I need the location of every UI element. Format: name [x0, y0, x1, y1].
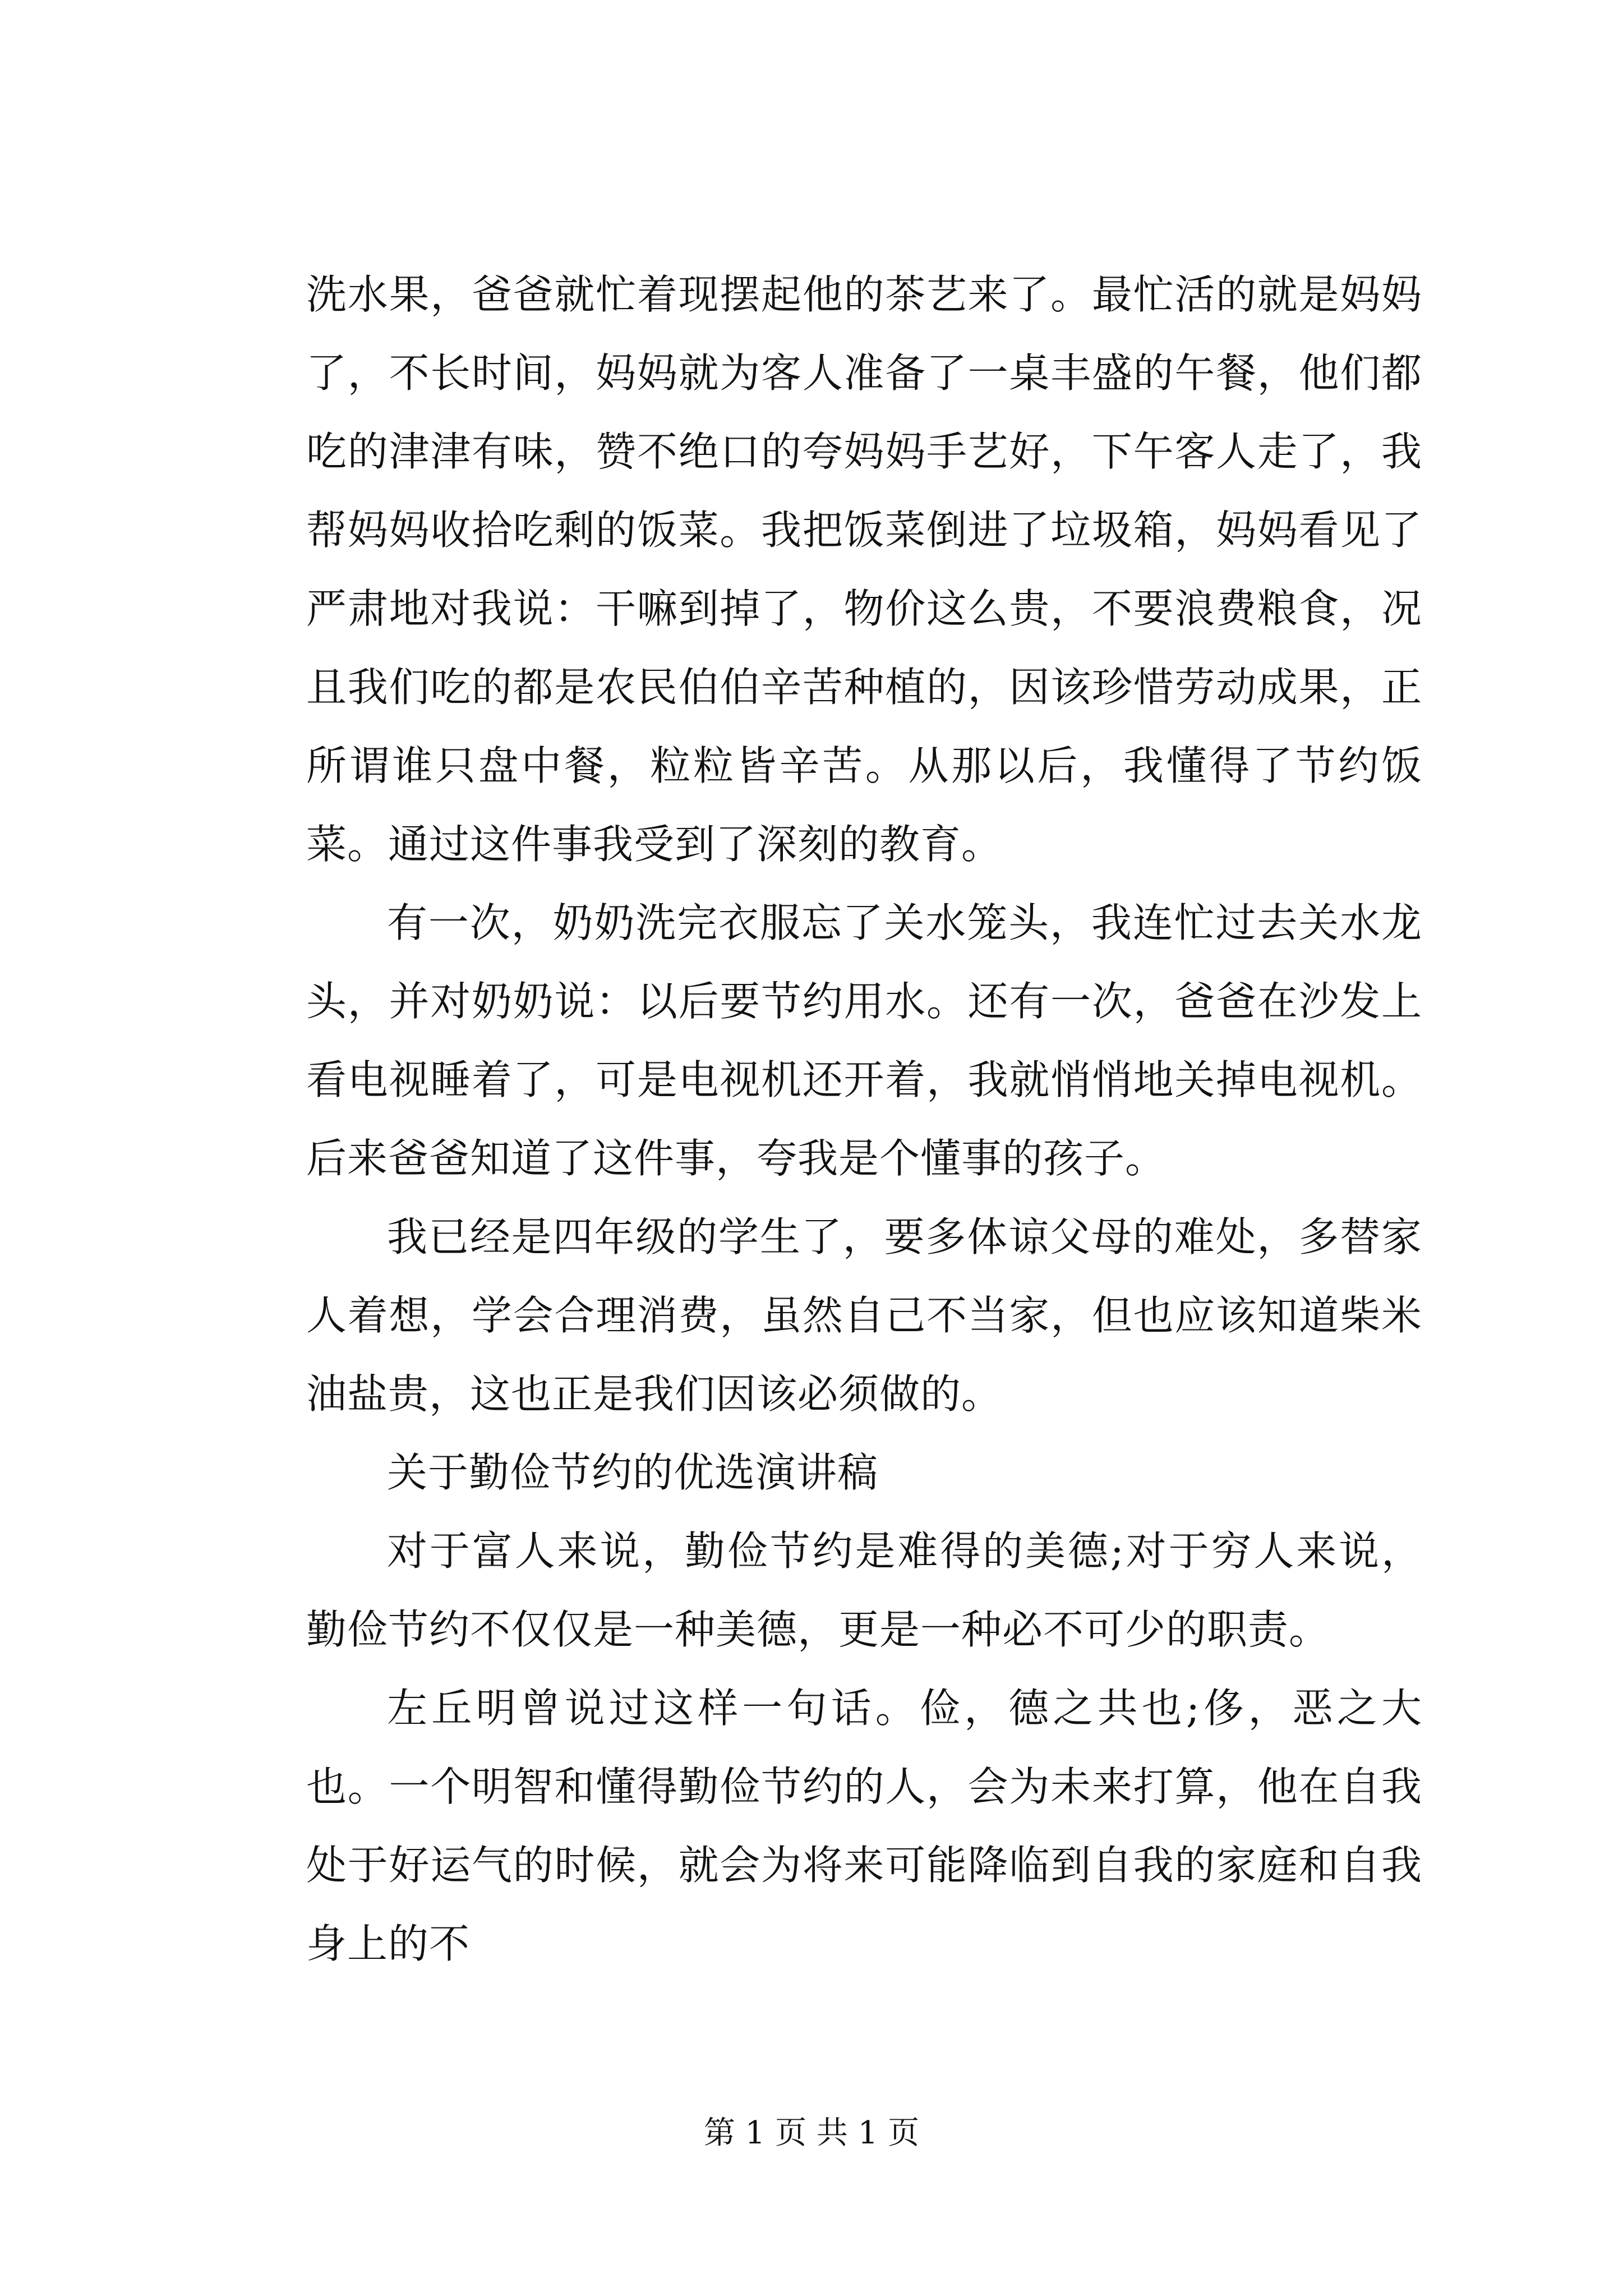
paragraph-zuo-qiuming: 左丘明曾说过这样一句话。俭，德之共也;侈，恶之大也。一个明智和懂得勤俭节约的人，会为未来打算，他在自我处于好运气的时候，就会为将来可能降临到自我的家庭和自我身上的不 — [306, 1685, 1422, 1967]
paragraph-fourth-grade: 我已经是四年级的学生了，要多体谅父母的难处，多替家人着想，学会合理消费，虽然自己不当家，但也应该知道柴米油盐贵，这也正是我们因该必须做的。 — [306, 1213, 1422, 1418]
paragraph-faucet-tv: 有一次，奶奶洗完衣服忘了关水笼头，我连忙过去关水龙头，并对奶奶说：以后要节约用水。还有一次，爸爸在沙发上看电视睡着了，可是电视机还开着，我就悄悄地关掉电视机。后来爸爸知道了这件事，夸我是个懂事的孩子。 — [306, 899, 1422, 1182]
section-title: 关于勤俭节约的优选演讲稿 — [387, 1449, 879, 1496]
page-footer: 第 1 页 共 1 页 — [703, 2115, 920, 2151]
paragraph-continuation: 洗水果，爸爸就忙着现摆起他的茶艺来了。最忙活的就是妈妈了，不长时间，妈妈就为客人准备了一桌丰盛的午餐，他们都吃的津津有味，赞不绝口的夸妈妈手艺好，下午客人走了，我帮妈妈收拾吃剩的饭菜。我把饭菜倒进了垃圾箱，妈妈看见了严肃地对我说：干嘛到掉了，物价这么贵，不要浪费粮食，况且我们吃的都是农民伯伯辛苦种植的，因该珍惜劳动成果，正所谓谁只盘中餐，粒粒皆辛苦。从那以后，我懂得了节约饭菜。通过这件事我受到了深刻的教育。 — [306, 271, 1422, 868]
paragraph-rich-poor: 对于富人来说，勤俭节约是难得的美德;对于穷人来说，勤俭节约不仅仅是一种美德，更是一种必不可少的职责。 — [306, 1527, 1422, 1653]
document-body — [306, 255, 1422, 1983]
